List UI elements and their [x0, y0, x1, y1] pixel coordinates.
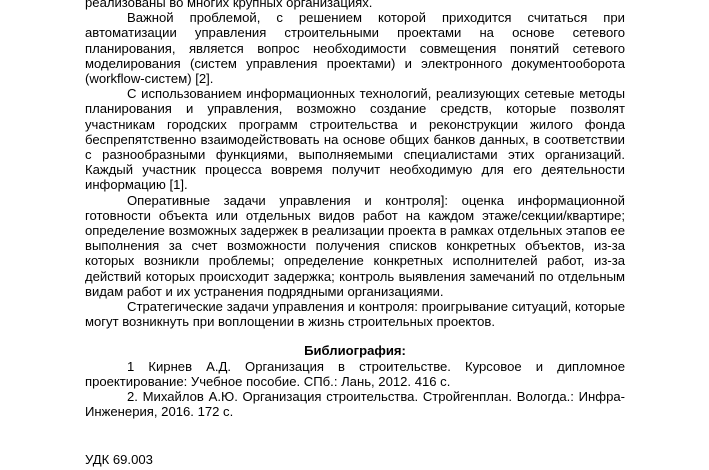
document-body [85, 0, 625, 419]
spacer [85, 329, 625, 343]
paragraph-strategic-tasks: Стратегические задачи управления и контроля: проигрывание ситуаций, которые могут возникнуть при воплощении в жизнь строительных проектов. [85, 299, 625, 330]
bibliography-entry-2: 2. Михайлов А.Ю. Организация строительства. Стройгенплан. Вологда.: Инфра-Инженерия, 2016. 172 с. [85, 389, 625, 420]
carryover-line: реализованы во многих крупных организациях. [85, 0, 373, 10]
bibliography-heading: Библиография: [304, 343, 406, 359]
bibliography-entry-1: 1 Кирнев А.Д. Организация в строительстве. Курсовое и дипломное проектирование: Учебное пособие. СПб.: Лань, 2012. 416 с. [85, 358, 625, 389]
udc-code: УДК 69.003 [85, 452, 153, 467]
paragraph-workflow: Важной проблемой, с решением которой приходится считаться при автоматизации управления строительными проектами на основе сетевого планирования, является вопрос необходимости совмещения понятий сетевого моделирования (систем управления проектами) и электронного документооборота (workflow-систем) [2]. [85, 10, 625, 87]
paragraph-operational-tasks: Оперативные задачи управления и контроля]: оценка информационной готовности объекта или отдельных видов работ на каждом этаже/секции/квартире; определение возможных задержек в реализации проекта в рамках отдельных этапов ее выполнения за счет возможности получения списков конкретных объектов, из-за которых возникли проблемы; определение конкретных исполнителей работ, из-за действий которых происходит задержка; контроль выявления замечаний по отдельным видам работ и их устранения подрядными организациями. [85, 192, 625, 299]
paragraph-information-technologies: С использованием информационных технологий, реализующих сетевые методы планирования и управления, возможно создание средств, которые позволят участникам городских программ строительства и реконструкции жилого фонда беспрепятственно взаимодействовать на основе общих банков данных, в соответствии с разнообразными функциями, выполняемыми специалистами этих организаций. Каждый участник процесса вовремя получит необходимую для его деятельности информацию [1]. [85, 86, 625, 193]
